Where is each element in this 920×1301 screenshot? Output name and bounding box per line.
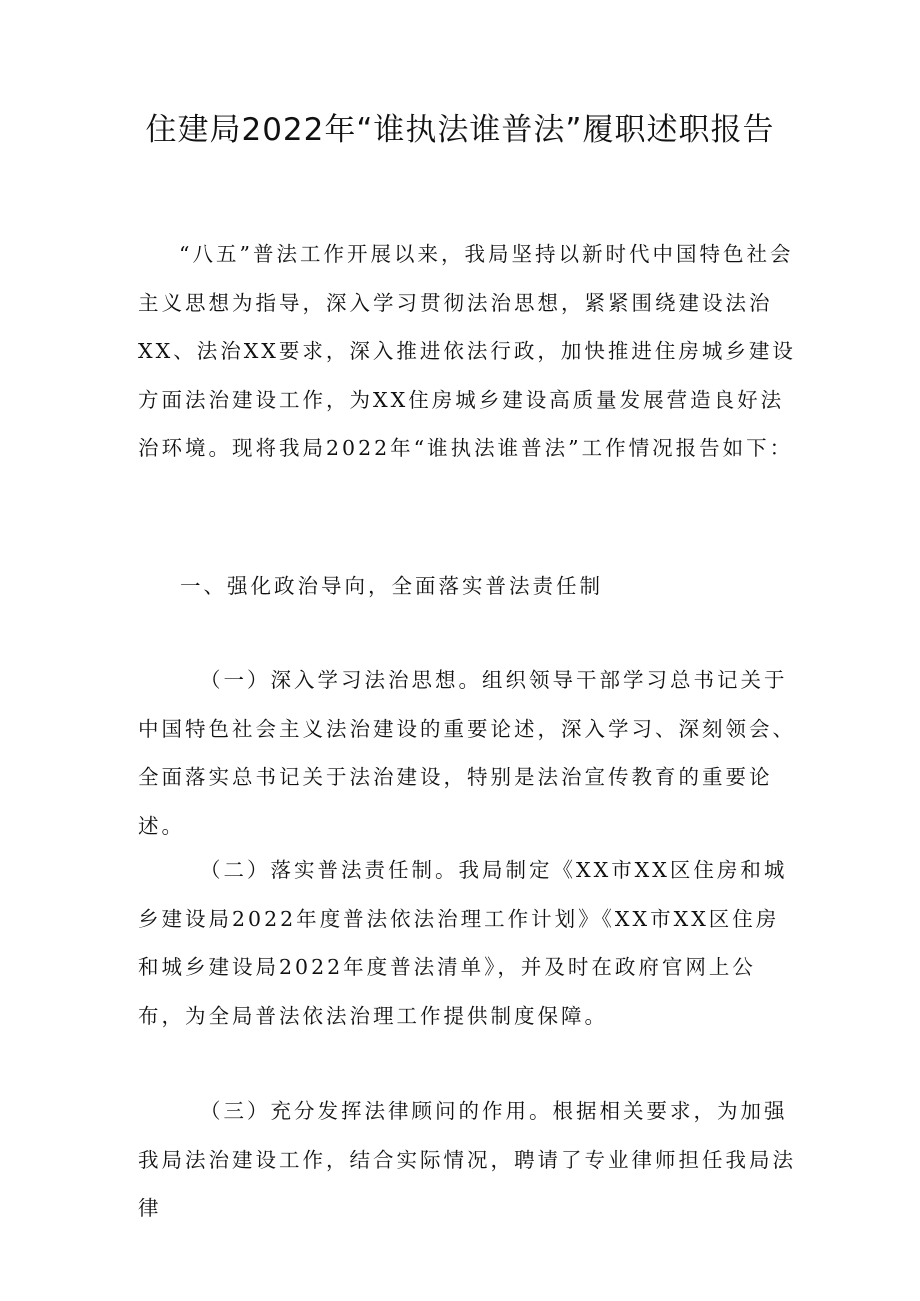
- paragraph-item-1: （一）深入学习法治思想。组织领导干部学习总书记关于中国特色社会主义法治建设的重要论述，深入学习、深刻领会、全面落实总书记关于法治建设，特别是法治宣传教育的重要论述。: [138, 668, 796, 838]
- section-heading-1: 一、强化政治导向，全面落实普法责任制: [180, 574, 603, 598]
- paragraph-item-3: （三）充分发挥法律顾问的作用。根据相关要求，为加强我局法治建设工作，结合实际情况，聘请了专业律师担任我局法律: [138, 1099, 796, 1220]
- intro-paragraph: “八五”普法工作开展以来，我局坚持以新时代中国特色社会主义思想为指导，深入学习贯彻法治思想，紧紧围绕建设法治XX、法治XX要求，深入推进依法行政，加快推进住房城乡建设方面法治建设工作，为XX住房城乡建设高质量发展营造良好法治环境。现将我局2022年“谁执法谁普法”工作情况报告如下：: [138, 242, 796, 460]
- paragraph-item-2: （二）落实普法责任制。我局制定《XX市XX区住房和城乡建设局2022年度普法依法治理工作计划》《XX市XX区住房和城乡建设局2022年度普法清单》，并及时在政府官网上公布，为全局普法依法治理工作提供制度保障。: [138, 858, 788, 1028]
- document-title: 住建局2022年“谁执法谁普法”履职述职报告: [145, 112, 775, 148]
